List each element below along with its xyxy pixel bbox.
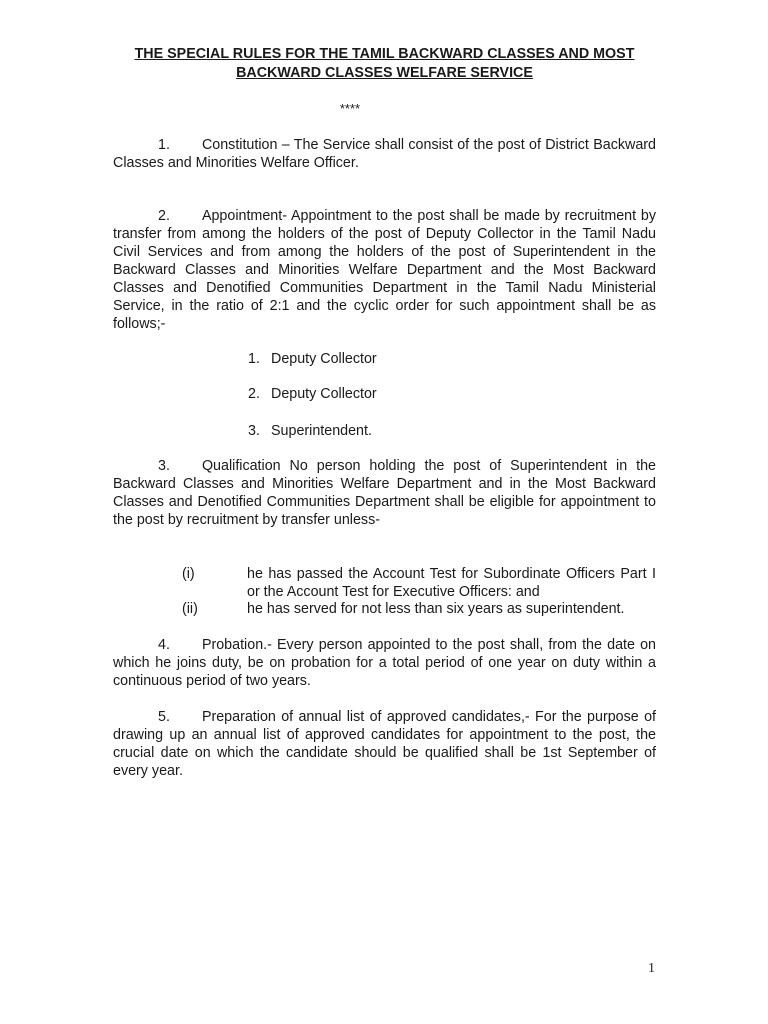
condition-item [182, 600, 656, 618]
separator: **** [339, 101, 361, 116]
section-text: Constitution – The Service shall consist of the post of District Backward Classes and Minorities Welfare Officer. [113, 137, 656, 171]
document-title: THE SPECIAL RULES FOR THE TAMIL BACKWARD CLASSES AND MOST BACKWARD CLASSES WELFARE SERVICE [134, 46, 635, 81]
condition-item [182, 565, 656, 601]
section-number: 4. [158, 637, 170, 653]
section-number: 1. [158, 137, 170, 153]
section-text: Preparation of annual list of approved candidates,- For the purpose of drawing up an annual list of approved candidates for appointment to the post, the crucial date on which the candidate should be qualified shall be 1st September of every year. [113, 709, 656, 779]
section-number: 5. [158, 709, 170, 725]
condition-number: (ii) [182, 601, 198, 617]
condition-text: he has served for not less than six years as superintendent. [247, 601, 625, 617]
section-2 [113, 207, 656, 333]
item-number: 3. [248, 423, 260, 439]
section-number: 2. [158, 208, 170, 224]
condition-text: he has passed the Account Test for Subordinate Officers Part I or the Account Test for Executive Officers: and [247, 566, 656, 600]
section-text: Probation.- Every person appointed to the post shall, from the date on which he joins duty, be on probation for a total period of one year on duty within a continuous period of two years. [113, 637, 656, 689]
cyclic-order-item [248, 350, 377, 368]
item-text: Deputy Collector [271, 386, 377, 402]
section-text: Appointment- Appointment to the post shall be made by recruitment by transfer from among the holders of the post of Deputy Collector in the Tamil Nadu Civil Services and from among the holders of the post of Superintendent in the Backward Classes and Minorities Welfare Department and the Most Backward Classes and Denotified Communities Department in the Tamil Nadu Ministerial Service, in the ratio of 2:1 and the cyclic order for such appointment shall be as follows;- [113, 208, 656, 332]
section-number: 3. [158, 458, 170, 474]
cyclic-order-item [248, 422, 372, 440]
section-4 [113, 636, 656, 690]
item-text: Deputy Collector [271, 351, 377, 367]
condition-number: (i) [182, 566, 195, 582]
cyclic-order-item [248, 385, 377, 403]
section-3 [113, 457, 656, 529]
section-5 [113, 708, 656, 780]
item-number: 2. [248, 386, 260, 402]
section-1 [113, 136, 656, 172]
item-number: 1. [248, 351, 260, 367]
section-text: Qualification No person holding the post of Superintendent in the Backward Classes and Minorities Welfare Department and in the Most Backward Classes and Denotified Communities Department shall be eligible for appointment to the post by recruitment by transfer unless- [113, 458, 656, 528]
item-text: Superintendent. [271, 423, 372, 439]
page-number: 1 [648, 961, 655, 976]
